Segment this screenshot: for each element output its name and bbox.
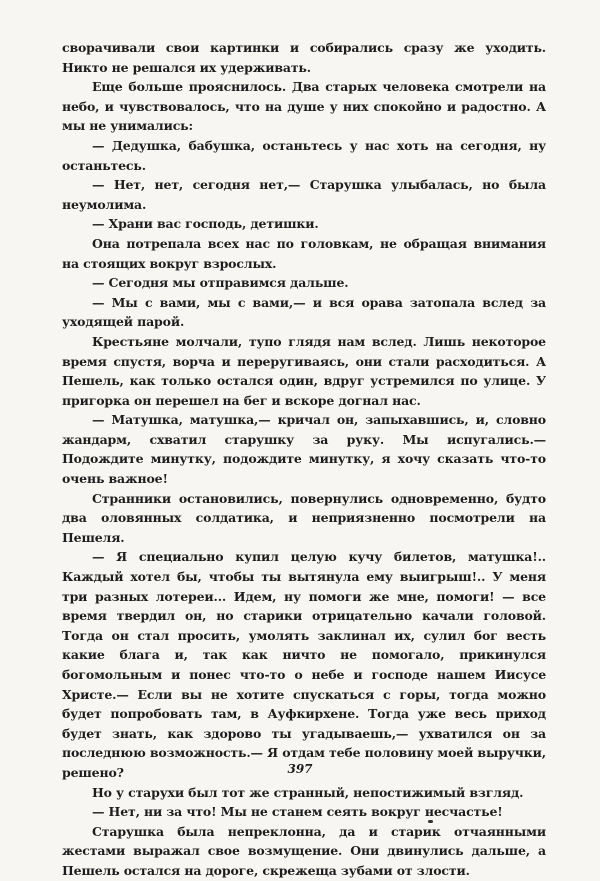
paragraph-1: сворачивали свои картинки и собирались сразу же уходить. Никто не решался их удерживать.: [62, 40, 546, 75]
paragraph-4: — Нет, нет, сегодня нет,— Старушка улыбалась, но была неумолима.: [62, 177, 546, 212]
paragraph-12: — Я специально купил целую кучу билетов, матушка!.. Каждый хотел бы, чтобы ты вытянула ему выигрыш!.. У меня три разных лотереи... Идем, ну помоги же мне, помоги! — все время твердил он, но старики отрицательно качали головой. Тогда он стал просить, умолять заклинал их, сулил бог весть какие блага и, так как ничто не помогало, прикинулся богомольным и понес что-то о небе и господе нашем Иисусе Христе.— Если вы не хотите спускаться с горы, тогда можно будет попробовать там, в Ауфкирхене. Тогда уже весь приход будет знать, как здорово ты угадываешь,— ухватился он за последнюю возможность.— Я отдам тебе половину моей выручки, решено?: [62, 549, 546, 780]
paragraph-15: Старушка была непреклонна, да и старик отчаянными жестами выражал свое возмущение. Они двинулись дальше, а Пешель остался на дороге, скрежеща зубами от злости.: [62, 823, 546, 878]
paragraph-8: — Мы с вами, мы с вами,— и вся орава затопала вслед за уходящей парой.: [62, 294, 546, 330]
scan-speck: [428, 820, 433, 823]
paragraph-7: — Сегодня мы отправимся дальше.: [92, 275, 349, 291]
paragraph-5: — Храни вас господь, детишки.: [92, 216, 319, 232]
paragraph-13: Но у старухи был тот же странный, непостижимый взгляд.: [92, 784, 524, 800]
paragraph-10: — Матушка, матушка,— кричал он, запыхавшись, и, словно жандарм, схватил старушку за руку. Мы испугались.— Подождите минутку, подождите минутку, я хочу сказать что-то очень важное!: [62, 412, 546, 487]
paragraph-14: — Нет, ни за что! Мы не станем сеять вокруг несчастье!: [92, 804, 503, 820]
paragraph-11: Странники остановились, повернулись одновременно, будто два оловянных солдатика, и неприязненно посмотрели на Пешеля.: [62, 490, 546, 545]
paragraph-9: Крестьяне молчали, тупо глядя нам вслед. Лишь некоторое время спустя, ворча и переругиваясь, они стали расходиться. А Пешель, как только остался один, вдруг устремился по улице. У пригорка он перешел на бег и вскоре догнал нас.: [62, 333, 546, 408]
paragraph-6: Она потрепала всех нас по головкам, не обращая внимания на стоящих вокруг взрослых.: [62, 235, 546, 271]
paragraph-2: Еще больше прояснилось. Два старых человека смотрели на небо, и чувствовалось, что на душе у них спокойно и радостно. А мы не унимались:: [62, 79, 546, 134]
paragraph-3: — Дедушка, бабушка, останьтесь у нас хоть на сегодня, ну останьтесь.: [62, 137, 546, 173]
book-page-text: [62, 38, 546, 881]
page-number: 397: [287, 762, 313, 776]
